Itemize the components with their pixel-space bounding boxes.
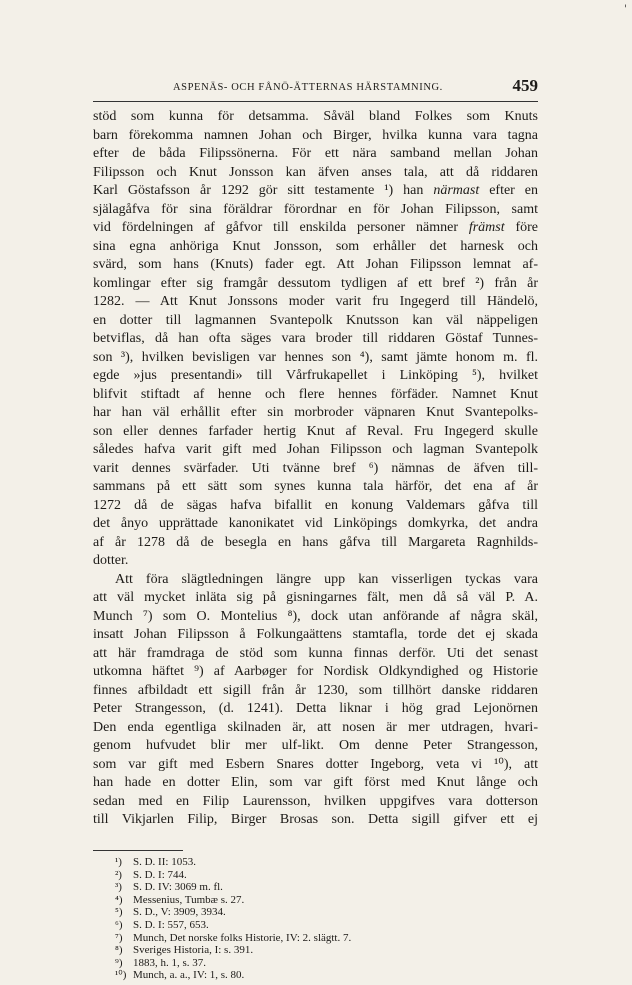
- text-line: finnes afbildadt ett sigill från år 1230, som tillhört danske riddaren: [93, 682, 538, 698]
- text-line: efter de båda Filipssönerna. För ett nära samband mellan Johan: [93, 146, 538, 161]
- text-line: att väl mycket inläta sig på gisningarnes fält, men då så väl P. A.: [93, 590, 538, 605]
- text-line: egde »jus presentandi» till Vårfrukapellet i Linköping ⁵), hvilket: [93, 368, 538, 383]
- text-line: sina egna anhöriga Knut Jonsson, som erhåller det harnesk och: [93, 238, 538, 254]
- text-line: insatt Johan Filipsson å Folkungaättens stamtafla, torde det ej skada: [93, 627, 538, 642]
- text-segment: före: [504, 220, 539, 235]
- text-line: dotter.: [93, 553, 129, 568]
- text-line: [93, 219, 538, 238]
- footnote-mark: ⁴): [115, 893, 123, 906]
- footnote: [115, 856, 535, 869]
- text-line: det ånyo upprättade kanonikatet vid Linköpings domkyrka, det andra: [93, 516, 538, 531]
- text-line: blifvit stiftadt af henne och flere hennes förfäder. Namnet Knut: [93, 386, 538, 402]
- footnote: [115, 881, 535, 894]
- text-line: betviflas, då han ofta säges vara broder till riddaren Göstaf Tunnes-: [93, 331, 538, 346]
- italic-word: närmast: [433, 183, 480, 198]
- text-line: Den enda egentliga skilnaden är, att nosen är mer utdragen, hvari-: [93, 719, 538, 735]
- footnote-mark: ¹⁰): [115, 969, 127, 982]
- paragraph-1: [93, 108, 538, 571]
- footnote-text: Sveriges Historia, I: s. 391.: [133, 944, 254, 957]
- footnote-rule: [93, 850, 183, 851]
- corner-mark: ': [624, 4, 627, 15]
- header-rule: [93, 101, 538, 102]
- footnote-mark: ⁷): [115, 931, 123, 944]
- footnote: [115, 944, 535, 957]
- footnote-text: 1883, h. 1, s. 37.: [133, 956, 207, 969]
- text-line: son eller dennes farfader hertig Knut af Reval. Fru Ingegerd skulle: [93, 423, 538, 439]
- text-line: som var gift med Esbern Snares dotter Ingeborg, veta vi ¹⁰), att: [93, 756, 538, 772]
- text-line: [93, 182, 538, 201]
- text-line: varit dennes svärfader. Uti tvänne bref ⁶) nämnas de äfven till-: [93, 460, 538, 476]
- footnote-mark: ⁸): [115, 944, 123, 957]
- footnote-text: Messenius, Tumbæ s. 27.: [133, 893, 245, 906]
- text-line: utkomna häftet ⁹) af Aarbøger for Nordisk Oldkyndighed og Historie: [93, 664, 538, 679]
- footnote-mark: ¹): [115, 856, 122, 868]
- footnote-mark: ³): [115, 881, 122, 894]
- text-line: komlingar efter sig framgår dessutom tydligen af ett bref ²) från år: [93, 275, 538, 291]
- text-line: själagåfva för sina föräldrar förordnar en för Johan Filipsson, samt: [93, 201, 538, 217]
- text-line: Munch ⁷) som O. Montelius ⁸), dock utan anförande af några skäl,: [93, 608, 538, 624]
- footnote-text: Munch, a. a., IV: 1, s. 80.: [133, 969, 245, 982]
- text-line: Peter Strangesson, (d. 1241). Detta liknar i hög grad Lejonörnen: [93, 701, 538, 716]
- footnote: [115, 906, 535, 919]
- footnote-mark: ⁵): [115, 906, 123, 919]
- footnote-mark: ⁹): [115, 956, 123, 969]
- text-line: Filipsson och Knut Jonsson kan äfven anses tala, att då riddaren: [93, 164, 538, 180]
- footnotes: [115, 856, 535, 982]
- page-number: 459: [512, 76, 538, 95]
- footnote: [115, 957, 535, 970]
- footnote-text: S. D. I: 557, 653.: [133, 918, 209, 931]
- footnote-mark: ⁶): [115, 918, 123, 931]
- footnote: [115, 919, 535, 932]
- text-line: således hafva varit gift med Johan Filipsson och lagman Svantepolk: [93, 442, 538, 457]
- italic-word: främst: [468, 220, 505, 235]
- footnote-text: S. D. II: 1053.: [133, 856, 196, 868]
- body-text: [93, 108, 538, 830]
- text-line: sedan med en Filip Laurensson, hvilken uppgifves vara dotterson: [93, 793, 538, 809]
- running-head: ASPENÄS- OCH FÅNÖ-ÄTTERNAS HÄRSTAMNING.: [173, 82, 443, 93]
- paragraph-2: [93, 571, 538, 830]
- footnote: [115, 969, 535, 982]
- footnote-text: Munch, Det norske folks Historie, IV: 2. slägtt. 7.: [133, 931, 352, 944]
- footnote: [115, 894, 535, 907]
- text-segment: vid fördelningen af gåfvor till enskilda personer nämner: [93, 220, 459, 235]
- text-line: till Vikjarlen Filip, Birger Brosas son. Detta sigill gifver ett ej: [93, 812, 538, 827]
- text-line: sammans på ett sätt som synes kunna tala härför, det ena af år: [93, 479, 538, 494]
- text-line: stöd som kunna för detsamma. Såväl bland Folkes som Knuts: [93, 109, 538, 124]
- text-line: har han väl erhållit efter sin morbroder väpnaren Knut Svantepolks-: [93, 405, 538, 420]
- text-line: Att föra slägtledningen längre upp kan visserligen tyckas vara: [115, 571, 538, 587]
- text-line: genom hufvudet blir mer ulf-likt. Om denne Peter Strangesson,: [93, 738, 538, 753]
- text-line: son ³), hvilken bevisligen var hennes son ⁴), samt jämte honom m. fl.: [93, 349, 538, 365]
- text-line: af år 1278 då de besegla en hans gåfva till Margareta Ragnhilds-: [93, 534, 538, 550]
- text-line: en dotter till lagmannen Svantepolk Knutsson kan väl näppeligen: [93, 312, 538, 328]
- text-line: barn förekomma namnen Johan och Birger, hvilka kunna vara tagna: [93, 127, 538, 143]
- text-line: 1272 då de sägas hafva bifallit en konung Valdemars gåfva till: [93, 497, 538, 513]
- text-line: att här framdraga de stöd som kunna finnas derför. Uti det senast: [93, 645, 538, 661]
- footnote-text: S. D. IV: 3069 m. fl.: [133, 881, 223, 894]
- footnote-text: S. D., V: 3909, 3934.: [133, 906, 226, 919]
- text-line: han hade en dotter Elin, som var gift först med Knut långe och: [93, 775, 538, 790]
- text-segment: Karl Göstafsson år 1292 gör sitt testamente ¹) han: [93, 183, 424, 198]
- footnote: [115, 932, 535, 945]
- text-segment: efter en: [479, 183, 539, 198]
- text-line: 1282. — Att Knut Jonssons moder varit fru Ingegerd till Händelö,: [93, 294, 538, 309]
- footnote: [115, 869, 535, 882]
- footnote-mark: ²): [115, 868, 122, 881]
- footnote-text: S. D. I: 744.: [133, 868, 187, 881]
- text-line: svärd, som hans (Knuts) fader egt. Att Johan Filipsson lemnat af-: [93, 257, 538, 272]
- page-header: [93, 76, 538, 98]
